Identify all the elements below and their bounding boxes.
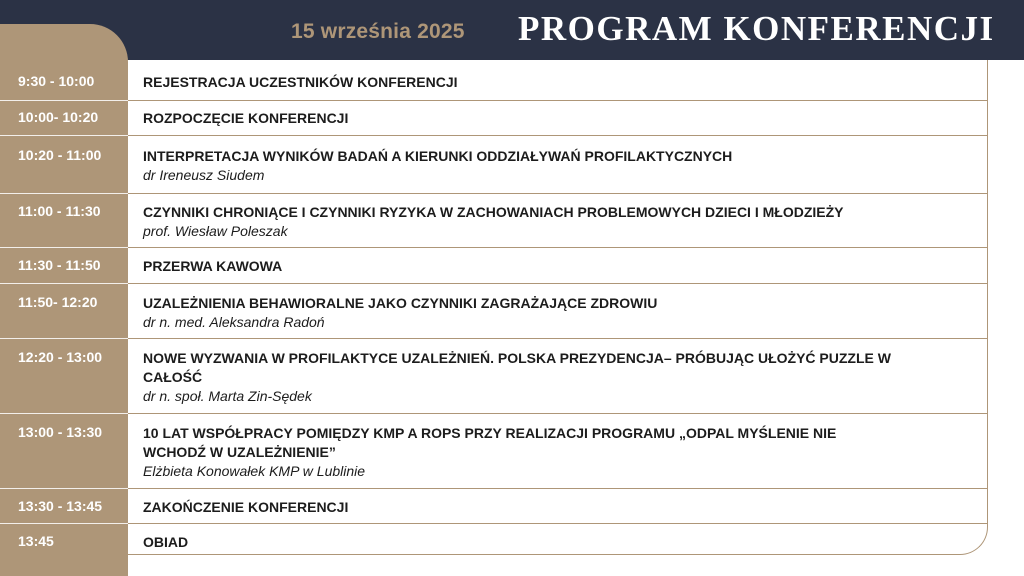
session-topic [143,533,903,552]
row-divider [128,247,988,248]
session-title: 10 LAT WSPÓŁPRACY POMIĘDZY KMP A ROPS PRZY REALIZACJI PROGRAMU „ODPAL MYŚLENIE NIE WCHODŹ W UZALEŻNIENIE” [143,425,837,460]
session-title: PRZERWA KAWOWA [143,258,283,274]
session-title: CZYNNIKI CHRONIĄCE I CZYNNIKI RYZYKA W ZACHOWANIACH PROBLEMOWYCH DZIECI I MŁODZIEŻY [143,204,844,220]
row-divider [0,413,128,414]
time-slot: 11:00 - 11:30 [18,203,101,219]
row-divider [0,488,128,489]
row-divider [0,523,128,524]
session-speaker: dr n. społ. Marta Zin-Sędek [143,388,312,404]
row-divider [128,283,988,284]
session-speaker: Elżbieta Konowałek KMP w Lublinie [143,463,366,479]
row-divider [0,193,128,194]
row-divider [0,100,128,101]
row-divider [128,338,988,339]
session-title: OBIAD [143,534,189,550]
session-topic [143,349,903,406]
session-topic [143,73,903,92]
row-divider [0,283,128,284]
session-title: UZALEŻNIENIA BEHAWIORALNE JAKO CZYNNIKI ZAGRAŻAJĄCE ZDROWIU [143,295,658,311]
header-bar [0,0,1024,60]
row-divider [128,523,988,524]
session-speaker: dr n. med. Aleksandra Radoń [143,314,325,330]
session-title: NOWE WYZWANIA W PROFILAKTYCE UZALEŻNIEŃ. POLSKA PREZYDENCJA– PRÓBUJĄC UŁOŻYĆ PUZZLE W CAŁOŚĆ [143,350,891,385]
row-divider [128,193,988,194]
row-divider [0,247,128,248]
time-slot: 11:30 - 11:50 [18,257,101,273]
session-topic [143,147,903,185]
row-divider [0,135,128,136]
time-slot: 11:50- 12:20 [18,294,98,310]
session-speaker: dr Ireneusz Siudem [143,167,265,183]
row-divider [128,100,988,101]
session-title: REJESTRACJA UCZESTNIKÓW KONFERENCJI [143,74,458,90]
session-topic [143,424,903,481]
row-divider [0,338,128,339]
session-title: ZAKOŃCZENIE KONFERENCJI [143,499,349,515]
time-slot: 13:30 - 13:45 [18,498,103,514]
time-slot: 10:00- 10:20 [18,109,99,125]
session-speaker: prof. Wiesław Poleszak [143,223,288,239]
session-topic [143,498,903,517]
row-divider [128,488,988,489]
session-topic [143,203,903,241]
session-title: INTERPRETACJA WYNIKÓW BADAŃ A KIERUNKI ODDZIAŁYWAŃ PROFILAKTYCZNYCH [143,148,733,164]
time-slot: 12:20 - 13:00 [18,349,103,365]
session-topic [143,109,903,128]
page-title: PROGRAM KONFERENCJI [518,9,995,48]
session-title: ROZPOCZĘCIE KONFERENCJI [143,110,349,126]
row-divider [128,413,988,414]
row-divider [128,135,988,136]
time-slot: 13:45 [18,533,54,549]
time-slot: 9:30 - 10:00 [18,73,95,89]
session-topic [143,257,903,276]
session-topic [143,294,903,332]
conference-date: 15 września 2025 [291,20,465,43]
time-slot: 13:00 - 13:30 [18,424,103,440]
time-slot: 10:20 - 11:00 [18,147,102,163]
